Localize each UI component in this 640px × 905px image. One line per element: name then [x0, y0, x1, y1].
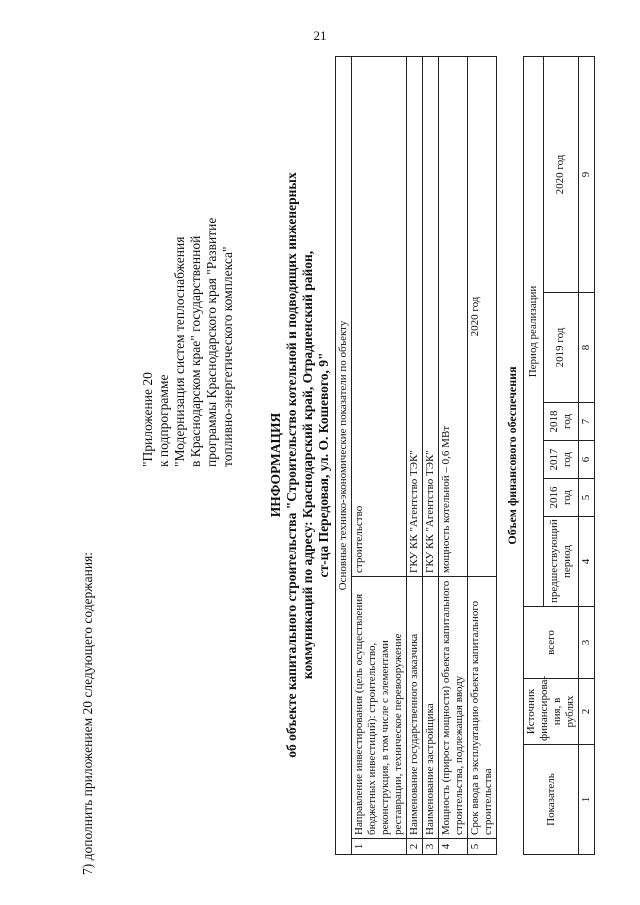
- table-row: [407, 57, 423, 855]
- financing-table: [523, 56, 595, 855]
- appendix-line: "Модернизация систем теплоснабжения: [172, 236, 187, 467]
- subtitle-line: об объекте капитального строительства "Строительство котельной и подводящих инженерных: [284, 172, 299, 758]
- subtitle-line: ст-ца Передовая, ул. О. Кошевого, 9": [316, 352, 331, 578]
- table-row: [423, 57, 439, 855]
- col-number: 2: [579, 679, 595, 745]
- col-number: 6: [579, 441, 595, 479]
- col-number: 7: [579, 403, 595, 441]
- row-value: ГКУ КК "Агентство ТЭК": [423, 57, 439, 577]
- indicators-table: [335, 56, 497, 855]
- col-number: 9: [579, 57, 595, 293]
- period-col: 2018 год: [543, 403, 578, 441]
- row-label: Наименование государственного заказчика: [407, 577, 423, 839]
- appendix-line: топливно-энергетического комплекса": [220, 246, 235, 467]
- table-row: [439, 57, 468, 855]
- document-title-block: [268, 85, 332, 845]
- row-number: 4: [439, 839, 468, 855]
- table-row: [352, 57, 407, 855]
- row-number: 3: [423, 839, 439, 855]
- table-row: [468, 57, 497, 855]
- row-value: 2020 год: [468, 57, 497, 577]
- appendix-line: к подпрограмме: [156, 374, 171, 467]
- tables-area: [335, 56, 595, 855]
- financing-title: Объем финансового обеспечения: [505, 366, 519, 545]
- row-label: Направление инвестирования (цель осуществления бюджетных инвестиций): строительство, реконструкция, в том числе с элементами реставрации, техническое перевооружение: [352, 577, 407, 839]
- column-numbers-row: [579, 57, 595, 855]
- col-number: 8: [579, 293, 595, 403]
- period-col: 2020 год: [543, 57, 578, 293]
- col-number: 5: [579, 479, 595, 517]
- appendix-line: "Приложение 20: [140, 372, 155, 467]
- col-number: 4: [579, 517, 595, 607]
- page-number: 21: [313, 28, 327, 43]
- row-value: мощность котельной – 0,6 МВт: [439, 57, 468, 577]
- header-indicator: Показатель: [524, 745, 579, 855]
- col-number: 3: [579, 607, 595, 679]
- period-col: 2017 год: [543, 441, 578, 479]
- row-label: Наименование застройщика: [423, 577, 439, 839]
- appendix-heading: [140, 127, 236, 467]
- period-col: 2019 год: [543, 293, 578, 403]
- appendix-line: программы Краснодарского края "Развитие: [204, 217, 219, 467]
- col-number: 1: [579, 745, 595, 855]
- row-label: Срок ввода в эксплуатацию объекта капитального строительства: [468, 577, 497, 839]
- row-value: ГКУ КК "Агентство ТЭК": [407, 57, 423, 577]
- header-period: Период реализации: [524, 57, 544, 607]
- row-number: 2: [407, 839, 423, 855]
- period-col: 2016 год: [543, 479, 578, 517]
- header-source: Источник финансирова-ния, в рублях: [524, 679, 579, 745]
- indicators-header: Основные технико-экономические показатели по объекту: [336, 57, 352, 855]
- period-col: предшествующий период: [543, 517, 578, 607]
- subtitle-line: коммуникаций по адресу: Краснодарский край, Отрадненский район,: [300, 250, 315, 680]
- appendix-line: в Краснодарском крае" государственной: [188, 235, 203, 467]
- row-label: Мощность (прирост мощности) объекта капитального строительства, подлежащая вводу: [439, 577, 468, 839]
- intro-text: 7) дополнить приложением 20 следующего содержания:: [80, 551, 95, 875]
- row-number: 1: [352, 839, 407, 855]
- document-title: ИНФОРМАЦИЯ: [268, 412, 283, 518]
- row-number: 5: [468, 839, 497, 855]
- rotated-content: [40, 25, 600, 885]
- row-value: строительство: [352, 57, 407, 577]
- header-total: всего: [524, 607, 579, 679]
